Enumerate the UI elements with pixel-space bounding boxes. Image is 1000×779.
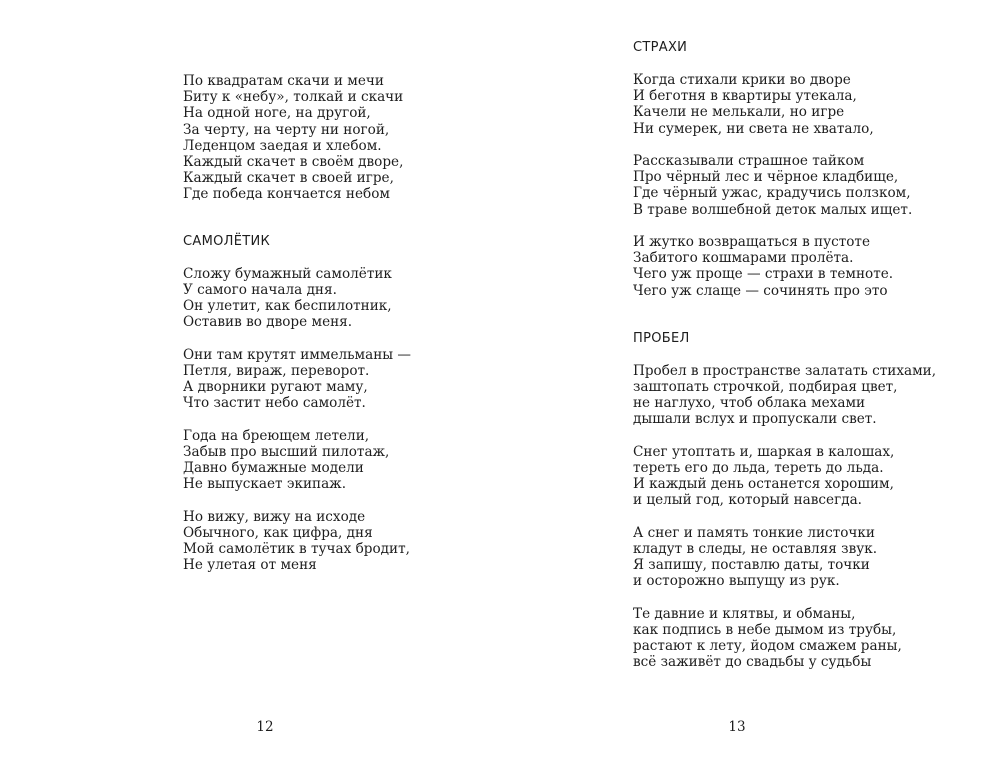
verse-line: На одной ноге, на другой, xyxy=(183,105,371,122)
verse-line: тереть его до льда, тереть до льда. xyxy=(633,460,884,477)
verse-line: А дворники ругают маму, xyxy=(183,379,368,396)
verse-line: растают к лету, йодом смажем раны, xyxy=(633,638,902,655)
verse-line: Где чёрный ужас, крадучись ползком, xyxy=(633,185,911,202)
stanza xyxy=(633,444,936,509)
verse-line: и целый год, который навсегда. xyxy=(633,492,863,509)
verse-line: Они там крутят иммельманы — xyxy=(183,346,412,363)
verse-line: Обычного, как цифра, дня xyxy=(183,524,373,541)
poem xyxy=(183,234,411,574)
right-page-text xyxy=(633,40,936,671)
poem xyxy=(633,40,936,299)
verse-line: всё заживёт до свадьбы у судьбы xyxy=(633,654,872,671)
poem-title: СТРАХИ xyxy=(633,40,688,55)
verse-line: Но вижу, вижу на исходе xyxy=(183,508,366,525)
verse-line: И жутко возвращаться в пустоте xyxy=(633,234,871,250)
verse-line: Он улетит, как беспилотник, xyxy=(183,298,392,315)
stanza xyxy=(183,347,411,412)
stanza xyxy=(183,509,411,574)
verse-line: Что застит небо самолёт. xyxy=(183,395,366,412)
verse-line: Забитого кошмарами пролёта. xyxy=(633,250,854,267)
stanza xyxy=(633,525,936,590)
verse-line: Не выпускает экипаж. xyxy=(183,476,347,493)
verse-line: В траве волшебной деток малых ищет. xyxy=(633,201,913,218)
verse-line: как подпись в небе дымом из трубы, xyxy=(633,622,897,639)
verse-line: Каждый скачет в своём дворе, xyxy=(183,154,404,171)
stanza xyxy=(633,363,936,428)
verse-line: Про чёрный лес и чёрное кладбище, xyxy=(633,169,899,186)
verse-line: Я запишу, поставлю даты, точки xyxy=(633,557,870,574)
verse-line: Мой самолётик в тучах бродит, xyxy=(183,541,410,558)
verse-line: Снег утоптать и, шаркая в калошах, xyxy=(633,443,895,460)
verse-line: А снег и память тонкие листочки xyxy=(633,524,875,541)
stanza xyxy=(183,73,411,203)
verse-line: Года на бреющем летели, xyxy=(183,427,370,444)
verse-line: Давно бумажные модели xyxy=(183,460,364,477)
poem xyxy=(633,331,936,671)
verse-line: Биту к «небу», толкай и скачи xyxy=(183,89,404,106)
stanza xyxy=(633,153,936,218)
page-number-left: 12 xyxy=(256,719,274,735)
stanza xyxy=(183,428,411,493)
verse-line: Не улетая от меня xyxy=(183,557,317,574)
verse-line: Ни сумерек, ни света не хватало, xyxy=(633,120,874,137)
verse-line: Пробел в пространстве залатать стихами, xyxy=(633,362,937,379)
verse-line: За черту, на черту ни ногой, xyxy=(183,121,390,138)
poem-title: ПРОБЕЛ xyxy=(633,330,690,346)
stanza xyxy=(633,234,936,299)
verse-line: Те давние и клятвы, и обманы, xyxy=(633,605,856,622)
verse-line: Где победа кончается небом xyxy=(183,186,390,203)
verse-line: У самого начала дня. xyxy=(183,281,337,298)
verse-line: заштопать строчкой, подбирая цвет, xyxy=(633,379,898,396)
verse-line: Когда стихали крики во дворе xyxy=(633,72,851,88)
poem xyxy=(183,73,411,203)
verse-line: Оставив во дворе меня. xyxy=(183,314,353,331)
verse-line: Сложу бумажный самолётик xyxy=(183,265,392,282)
verse-line: Петля, вираж, переворот. xyxy=(183,362,370,379)
verse-line: И беготня в квартиры утекала, xyxy=(633,88,857,105)
page-number-right: 13 xyxy=(728,719,746,735)
verse-line: Чего уж слаще — сочинять про это xyxy=(633,282,888,299)
verse-line: кладут в следы, не оставляя звук. xyxy=(633,541,878,558)
verse-line: Рассказывали страшное тайком xyxy=(633,153,865,169)
verse-line: и осторожно выпущу из рук. xyxy=(633,573,840,590)
left-page-text xyxy=(183,73,411,573)
verse-line: Леденцом заедая и хлебом. xyxy=(183,137,382,154)
stanza xyxy=(183,266,411,331)
verse-line: не наглухо, чтоб облака мехами xyxy=(633,395,866,412)
poem-title: САМОЛЁТИК xyxy=(183,233,271,249)
stanza xyxy=(633,72,936,137)
verse-line: дышали вслух и пропускали свет. xyxy=(633,411,877,428)
verse-line: Качели не мелькали, но игре xyxy=(633,104,845,121)
verse-line: Каждый скачет в своей игре, xyxy=(183,170,394,187)
verse-line: Забыв про высший пилотаж, xyxy=(183,443,390,460)
right-page xyxy=(500,0,1000,779)
verse-line: По квадратам скачи и мечи xyxy=(183,73,384,89)
stanza xyxy=(633,606,936,671)
verse-line: Чего уж проще — страхи в темноте. xyxy=(633,266,894,283)
verse-line: И каждый день останется хорошим, xyxy=(633,476,894,493)
